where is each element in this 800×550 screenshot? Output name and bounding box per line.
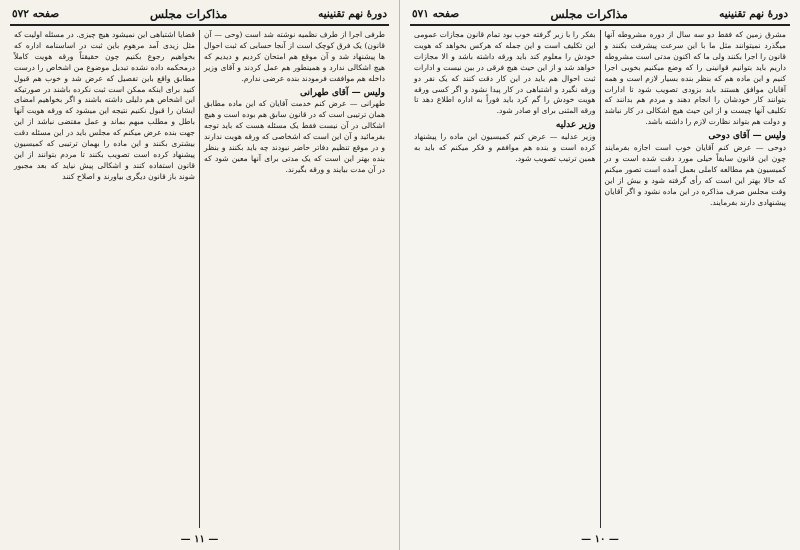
left-page-folio: — ١١ — xyxy=(180,534,219,545)
left-inner-paragraph: طرفی اجرا از طرف نظمیه نوشته شد است (وحی — آن قانون) یک فرق کوچک است از آنجا حسابی که ثبت احوال ها پیشنهاد شد و آن موقع هم امتحان کردیم و دیدیم که هیچ اشکالی ندارد و همینطور هم عمل کردند و آقای وزیر داخله هم موافقت فرمودند بنده عرضی ندارم. xyxy=(204,30,385,83)
left-section-paragraph: طهرانی — عرض کنم خدمت آقایان که این ماده مطابق همان ترتیبی است که در قانون سابق هم بوده است و هیچ اشکالی در آن نیست فقط یک مسئله هست که باید توجه بفرمائید و آن این است که اشخاصی که ورقه هویت ندارند و در موقع تنظیم دفاتر حاضر نبودند چه باید بکنند و بنظر بنده بهتر این است که یک مدتی برای آنها معین شود که در آن مدت بیایند و ورقه بگیرند. xyxy=(204,99,385,174)
right-section-paragraph-2: دوحی — عرض کنم آقایان خوب است اجازه بفرمایند چون این قانون سابقاً خیلی مورد دقت شده است و در کمیسیون هم مطالعه کاملی بعمل آمده است تصور میکنم که حالا بهتر این است که رأی گرفته شود و بیش از این وقت مجلس صرف مذاکره در این ماده نشود و اگر آقایان پیشنهادی دارند بفرمایند. xyxy=(604,143,786,207)
right-header-title: مذاکرات مجلس xyxy=(550,7,628,21)
right-section-heading-1: وزیر عدلیه xyxy=(555,120,596,131)
right-section-paragraph-1: وزیر عدلیه — عرض کنم کمیسیون این ماده را پیشنهاد کرده است و بنده هم موافقم و فکر میکنم که باید به همین ترتیب تصویب شود. xyxy=(414,132,596,163)
right-header-session: دورهٔ نهم تقنینیه xyxy=(719,8,788,20)
left-page-column-inner xyxy=(200,30,389,528)
left-page-header xyxy=(10,6,389,26)
left-section-heading: ولیس — آقای طهرانی xyxy=(299,87,385,98)
right-page-folio: — ١٠ — xyxy=(581,534,619,545)
right-header-page-number: صفحه ٥٧١ xyxy=(412,8,460,20)
right-section-heading-2: ولیس — آقای دوحی xyxy=(708,131,786,142)
left-header-session: دورهٔ نهم تقنینیه xyxy=(318,8,387,20)
left-header-page-number: صفحه ٥٧٢ xyxy=(12,8,60,20)
column-divider xyxy=(199,30,200,528)
right-inner-paragraph: بفکر را با زبر گرفته خوب بود تمام قانون مجازات عمومی این تکلیف است و این جمله که هرکس بخواهد که هویت خودش را معلوم کند باید ورقه داشته باشد و الا مجازات خواهد شد و از این حیث هیچ فرقی در بین نیست و ادارات ثبت احوال هم باید در این کار دقت کنند که یک نفر دو ورقه نگیرد و اشتباهی در کار پیدا نشود و اگر کسی ورقه هویت خودش را گم کرد باید فوراً به اداره اطلاع دهد تا ورقه المثنی برای او صادر شود. xyxy=(414,30,596,116)
right-page-column-outer xyxy=(601,30,791,528)
right-page-columns xyxy=(410,30,790,528)
right-page-header xyxy=(410,6,790,26)
left-page-column-outer xyxy=(10,30,199,528)
left-header-title: مذاکرات مجلس xyxy=(150,7,228,21)
right-page xyxy=(400,0,800,550)
right-page-column-inner xyxy=(410,30,600,528)
left-page-columns xyxy=(10,30,389,528)
left-outer-paragraph: قضایا اشتباهی این نمیشود هیچ چیزی. در مسئله اولیت که مثل زیدی آمد مرهوم باین ثبت در اساسنامه اداره که بخواهیم رجوع بکنیم چون حقیقتاً ورقه هویت کاملاً درمحکمه داده نشده تبدیل موضوع من اشخاص را درست مطابق واقع باین تفصیل که عرض شد و خوب هم قبول کنید برای اینکه ممکن است ثبت نکرده باشند در صورتیکه این اشخاص هم دلیلی داشته باشند و اگر بخواهیم امضای ایشان را قبول نکنیم نتیجه این میشود که ورقه هویت آنها باطل و مطلب مبهم بماند و عمل مقتضی نباشد از این جهت بنده عرض میکنم که مجلس باید در این مسئله دقت بیشتری بکنند و این ماده را بهمان ترتیبی که کمیسیون پیشنهاد کرده است تصویب بکنند تا مردم بتوانند از این قانون استفاده کنند و اشکالی پیش نیاید که بعد مجبور شوند باز قانون دیگری بیاورند و اصلاح کنند xyxy=(14,30,195,181)
right-outer-paragraph: مشرق زمین که فقط دو سه سال از دوره مشروطه آنها میگذرد نمیتوانند مثل ما با این سرعت پیشرفت بکنند و قانون را اجرا بکنند ولی ما که اکنون مدتی است مشروطه داریم باید بتوانیم قوانینی را که وضع میکنیم بخوبی اجرا کنیم و این ماده هم که بنظر بنده بسیار لازم است و همه آقایان موافق هستند باید بزودی تصویب شود تا ادارات بتوانند کار خودشان را انجام دهند و مردم هم بدانند که تکلیف آنها چیست و از این حیث هیچ اشکالی در کار نباشد و دولت هم بتواند نظارت لازم را داشته باشد. xyxy=(604,30,786,127)
column-divider xyxy=(600,30,601,528)
